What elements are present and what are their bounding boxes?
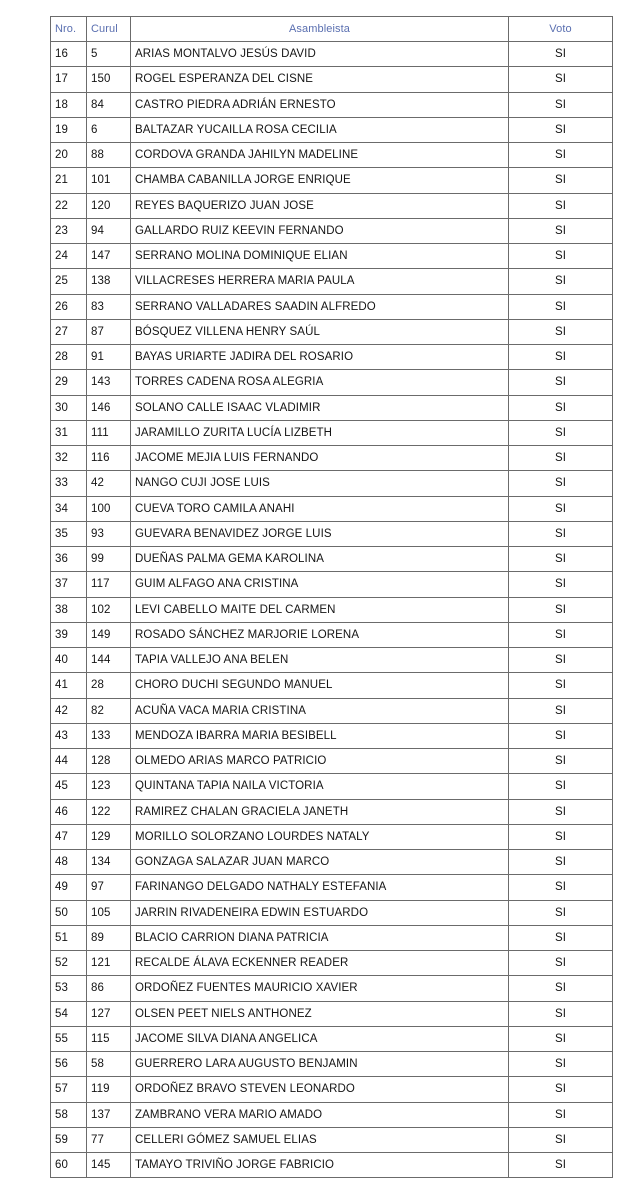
table-row	[51, 597, 613, 622]
table-row	[51, 976, 613, 1001]
cell-asambleista: ROSADO SÁNCHEZ MARJORIE LORENA	[131, 622, 509, 647]
cell-curul: 83	[87, 294, 131, 319]
cell-nro: 30	[51, 395, 87, 420]
cell-asambleista: CORDOVA GRANDA JAHILYN MADELINE	[131, 143, 509, 168]
cell-asambleista: SERRANO MOLINA DOMINIQUE ELIAN	[131, 244, 509, 269]
cell-nro: 37	[51, 572, 87, 597]
cell-nro: 20	[51, 143, 87, 168]
table-row	[51, 749, 613, 774]
cell-nro: 49	[51, 875, 87, 900]
table-row	[51, 799, 613, 824]
cell-voto: SI	[509, 648, 613, 673]
document-page	[50, 16, 612, 1178]
cell-curul: 77	[87, 1127, 131, 1152]
cell-voto: SI	[509, 900, 613, 925]
header-curul: Curul	[87, 17, 131, 42]
cell-asambleista: SOLANO CALLE ISAAC VLADIMIR	[131, 395, 509, 420]
cell-nro: 51	[51, 925, 87, 950]
table-row	[51, 345, 613, 370]
table-row	[51, 496, 613, 521]
cell-voto: SI	[509, 168, 613, 193]
table-row	[51, 1001, 613, 1026]
table-row	[51, 294, 613, 319]
table-row	[51, 875, 613, 900]
cell-curul: 99	[87, 547, 131, 572]
cell-curul: 94	[87, 218, 131, 243]
table-row	[51, 117, 613, 142]
cell-asambleista: JARRIN RIVADENEIRA EDWIN ESTUARDO	[131, 900, 509, 925]
cell-curul: 87	[87, 319, 131, 344]
cell-asambleista: SERRANO VALLADARES SAADIN ALFREDO	[131, 294, 509, 319]
cell-asambleista: MENDOZA IBARRA MARIA BESIBELL	[131, 723, 509, 748]
cell-curul: 5	[87, 42, 131, 67]
table-row	[51, 521, 613, 546]
cell-nro: 42	[51, 698, 87, 723]
header-voto: Voto	[509, 17, 613, 42]
cell-voto: SI	[509, 193, 613, 218]
table-header	[51, 17, 613, 42]
cell-asambleista: RECALDE ÁLAVA ECKENNER READER	[131, 951, 509, 976]
table-row	[51, 698, 613, 723]
header-row	[51, 17, 613, 42]
cell-nro: 53	[51, 976, 87, 1001]
cell-nro: 31	[51, 420, 87, 445]
cell-curul: 133	[87, 723, 131, 748]
cell-asambleista: CHORO DUCHI SEGUNDO MANUEL	[131, 673, 509, 698]
table-row	[51, 925, 613, 950]
table-row	[51, 193, 613, 218]
cell-curul: 134	[87, 850, 131, 875]
cell-curul: 101	[87, 168, 131, 193]
cell-curul: 6	[87, 117, 131, 142]
cell-asambleista: GUERRERO LARA AUGUSTO BENJAMIN	[131, 1052, 509, 1077]
cell-asambleista: LEVI CABELLO MAITE DEL CARMEN	[131, 597, 509, 622]
cell-curul: 144	[87, 648, 131, 673]
header-asambleista: Asambleista	[131, 17, 509, 42]
cell-voto: SI	[509, 420, 613, 445]
cell-asambleista: OLSEN PEET NIELS ANTHONEZ	[131, 1001, 509, 1026]
table-row	[51, 951, 613, 976]
cell-voto: SI	[509, 92, 613, 117]
cell-curul: 122	[87, 799, 131, 824]
cell-voto: SI	[509, 370, 613, 395]
cell-asambleista: DUEÑAS PALMA GEMA KAROLINA	[131, 547, 509, 572]
cell-nro: 19	[51, 117, 87, 142]
cell-curul: 58	[87, 1052, 131, 1077]
cell-voto: SI	[509, 597, 613, 622]
table-row	[51, 547, 613, 572]
cell-curul: 137	[87, 1102, 131, 1127]
cell-nro: 60	[51, 1153, 87, 1178]
cell-voto: SI	[509, 319, 613, 344]
cell-voto: SI	[509, 951, 613, 976]
cell-voto: SI	[509, 925, 613, 950]
cell-curul: 82	[87, 698, 131, 723]
cell-asambleista: GALLARDO RUIZ KEEVIN FERNANDO	[131, 218, 509, 243]
cell-nro: 26	[51, 294, 87, 319]
cell-voto: SI	[509, 345, 613, 370]
table-row	[51, 370, 613, 395]
cell-voto: SI	[509, 572, 613, 597]
cell-curul: 149	[87, 622, 131, 647]
cell-asambleista: JACOME MEJIA LUIS FERNANDO	[131, 446, 509, 471]
cell-voto: SI	[509, 749, 613, 774]
cell-voto: SI	[509, 850, 613, 875]
cell-asambleista: QUINTANA TAPIA NAILA VICTORIA	[131, 774, 509, 799]
cell-curul: 128	[87, 749, 131, 774]
table-body	[51, 42, 613, 1178]
cell-asambleista: TAPIA VALLEJO ANA BELEN	[131, 648, 509, 673]
table-row	[51, 572, 613, 597]
cell-asambleista: ORDOÑEZ BRAVO STEVEN LEONARDO	[131, 1077, 509, 1102]
table-row	[51, 269, 613, 294]
cell-nro: 33	[51, 471, 87, 496]
cell-voto: SI	[509, 824, 613, 849]
cell-nro: 18	[51, 92, 87, 117]
cell-nro: 29	[51, 370, 87, 395]
cell-asambleista: ACUÑA VACA MARIA CRISTINA	[131, 698, 509, 723]
cell-curul: 120	[87, 193, 131, 218]
cell-nro: 55	[51, 1026, 87, 1051]
table-row	[51, 471, 613, 496]
cell-voto: SI	[509, 67, 613, 92]
cell-curul: 146	[87, 395, 131, 420]
cell-curul: 145	[87, 1153, 131, 1178]
cell-voto: SI	[509, 1001, 613, 1026]
cell-asambleista: TORRES CADENA ROSA ALEGRIA	[131, 370, 509, 395]
vote-table	[50, 16, 613, 1178]
cell-voto: SI	[509, 1077, 613, 1102]
cell-asambleista: TAMAYO TRIVIÑO JORGE FABRICIO	[131, 1153, 509, 1178]
table-row	[51, 850, 613, 875]
cell-nro: 44	[51, 749, 87, 774]
cell-asambleista: FARINANGO DELGADO NATHALY ESTEFANIA	[131, 875, 509, 900]
cell-asambleista: CASTRO PIEDRA ADRIÁN ERNESTO	[131, 92, 509, 117]
table-row	[51, 168, 613, 193]
cell-voto: SI	[509, 496, 613, 521]
table-row	[51, 1153, 613, 1178]
cell-voto: SI	[509, 698, 613, 723]
cell-voto: SI	[509, 446, 613, 471]
cell-voto: SI	[509, 521, 613, 546]
cell-nro: 43	[51, 723, 87, 748]
cell-curul: 93	[87, 521, 131, 546]
cell-asambleista: GUEVARA BENAVIDEZ JORGE LUIS	[131, 521, 509, 546]
cell-asambleista: BLACIO CARRION DIANA PATRICIA	[131, 925, 509, 950]
cell-asambleista: CHAMBA CABANILLA JORGE ENRIQUE	[131, 168, 509, 193]
cell-voto: SI	[509, 673, 613, 698]
cell-voto: SI	[509, 294, 613, 319]
cell-voto: SI	[509, 547, 613, 572]
cell-voto: SI	[509, 875, 613, 900]
cell-nro: 41	[51, 673, 87, 698]
cell-nro: 46	[51, 799, 87, 824]
cell-asambleista: GONZAGA SALAZAR JUAN MARCO	[131, 850, 509, 875]
table-row	[51, 1026, 613, 1051]
cell-nro: 34	[51, 496, 87, 521]
cell-curul: 28	[87, 673, 131, 698]
cell-curul: 89	[87, 925, 131, 950]
cell-curul: 121	[87, 951, 131, 976]
table-row	[51, 395, 613, 420]
cell-curul: 100	[87, 496, 131, 521]
table-row	[51, 92, 613, 117]
cell-asambleista: JARAMILLO ZURITA LUCÍA LIZBETH	[131, 420, 509, 445]
cell-nro: 47	[51, 824, 87, 849]
cell-voto: SI	[509, 774, 613, 799]
cell-nro: 50	[51, 900, 87, 925]
cell-curul: 84	[87, 92, 131, 117]
cell-asambleista: GUIM ALFAGO ANA CRISTINA	[131, 572, 509, 597]
cell-asambleista: ORDOÑEZ FUENTES MAURICIO XAVIER	[131, 976, 509, 1001]
cell-nro: 17	[51, 67, 87, 92]
cell-curul: 116	[87, 446, 131, 471]
cell-nro: 45	[51, 774, 87, 799]
cell-curul: 88	[87, 143, 131, 168]
cell-curul: 102	[87, 597, 131, 622]
cell-curul: 123	[87, 774, 131, 799]
cell-asambleista: REYES BAQUERIZO JUAN JOSE	[131, 193, 509, 218]
cell-curul: 86	[87, 976, 131, 1001]
cell-asambleista: OLMEDO ARIAS MARCO PATRICIO	[131, 749, 509, 774]
cell-asambleista: ROGEL ESPERANZA DEL CISNE	[131, 67, 509, 92]
cell-asambleista: CUEVA TORO CAMILA ANAHI	[131, 496, 509, 521]
cell-nro: 59	[51, 1127, 87, 1152]
cell-nro: 52	[51, 951, 87, 976]
cell-voto: SI	[509, 1153, 613, 1178]
cell-asambleista: BÓSQUEZ VILLENA HENRY SAÚL	[131, 319, 509, 344]
cell-asambleista: JACOME SILVA DIANA ANGELICA	[131, 1026, 509, 1051]
cell-asambleista: BAYAS URIARTE JADIRA DEL ROSARIO	[131, 345, 509, 370]
cell-curul: 105	[87, 900, 131, 925]
cell-asambleista: CELLERI GÓMEZ SAMUEL ELIAS	[131, 1127, 509, 1152]
cell-curul: 143	[87, 370, 131, 395]
table-row	[51, 723, 613, 748]
cell-voto: SI	[509, 143, 613, 168]
cell-curul: 147	[87, 244, 131, 269]
cell-nro: 22	[51, 193, 87, 218]
cell-nro: 58	[51, 1102, 87, 1127]
cell-voto: SI	[509, 976, 613, 1001]
table-row	[51, 244, 613, 269]
cell-voto: SI	[509, 42, 613, 67]
table-row	[51, 42, 613, 67]
cell-nro: 38	[51, 597, 87, 622]
cell-curul: 127	[87, 1001, 131, 1026]
cell-asambleista: RAMIREZ CHALAN GRACIELA JANETH	[131, 799, 509, 824]
table-row	[51, 446, 613, 471]
cell-voto: SI	[509, 244, 613, 269]
cell-nro: 32	[51, 446, 87, 471]
cell-voto: SI	[509, 471, 613, 496]
table-row	[51, 1077, 613, 1102]
cell-nro: 36	[51, 547, 87, 572]
cell-voto: SI	[509, 218, 613, 243]
table-row	[51, 900, 613, 925]
table-row	[51, 622, 613, 647]
cell-voto: SI	[509, 1052, 613, 1077]
cell-nro: 40	[51, 648, 87, 673]
cell-curul: 129	[87, 824, 131, 849]
table-row	[51, 67, 613, 92]
cell-curul: 111	[87, 420, 131, 445]
cell-nro: 57	[51, 1077, 87, 1102]
cell-nro: 23	[51, 218, 87, 243]
cell-asambleista: NANGO CUJI JOSE LUIS	[131, 471, 509, 496]
table-row	[51, 319, 613, 344]
cell-voto: SI	[509, 395, 613, 420]
cell-curul: 115	[87, 1026, 131, 1051]
table-row	[51, 1052, 613, 1077]
cell-voto: SI	[509, 117, 613, 142]
table-row	[51, 420, 613, 445]
cell-nro: 27	[51, 319, 87, 344]
cell-nro: 16	[51, 42, 87, 67]
cell-nro: 28	[51, 345, 87, 370]
cell-nro: 48	[51, 850, 87, 875]
cell-nro: 24	[51, 244, 87, 269]
table-row	[51, 1102, 613, 1127]
table-row	[51, 774, 613, 799]
cell-curul: 150	[87, 67, 131, 92]
cell-curul: 42	[87, 471, 131, 496]
table-row	[51, 143, 613, 168]
cell-voto: SI	[509, 622, 613, 647]
cell-voto: SI	[509, 1102, 613, 1127]
cell-nro: 56	[51, 1052, 87, 1077]
cell-voto: SI	[509, 269, 613, 294]
cell-nro: 21	[51, 168, 87, 193]
table-row	[51, 218, 613, 243]
cell-nro: 25	[51, 269, 87, 294]
cell-asambleista: BALTAZAR YUCAILLA ROSA CECILIA	[131, 117, 509, 142]
cell-curul: 119	[87, 1077, 131, 1102]
table-row	[51, 673, 613, 698]
table-row	[51, 824, 613, 849]
cell-voto: SI	[509, 1127, 613, 1152]
cell-asambleista: ZAMBRANO VERA MARIO AMADO	[131, 1102, 509, 1127]
cell-nro: 35	[51, 521, 87, 546]
cell-nro: 39	[51, 622, 87, 647]
cell-curul: 138	[87, 269, 131, 294]
cell-curul: 97	[87, 875, 131, 900]
cell-asambleista: MORILLO SOLORZANO LOURDES NATALY	[131, 824, 509, 849]
header-nro: Nro.	[51, 17, 87, 42]
cell-curul: 91	[87, 345, 131, 370]
table-row	[51, 648, 613, 673]
cell-curul: 117	[87, 572, 131, 597]
cell-asambleista: VILLACRESES HERRERA MARIA PAULA	[131, 269, 509, 294]
cell-voto: SI	[509, 1026, 613, 1051]
cell-voto: SI	[509, 799, 613, 824]
cell-nro: 54	[51, 1001, 87, 1026]
cell-voto: SI	[509, 723, 613, 748]
cell-asambleista: ARIAS MONTALVO JESÚS DAVID	[131, 42, 509, 67]
table-row	[51, 1127, 613, 1152]
